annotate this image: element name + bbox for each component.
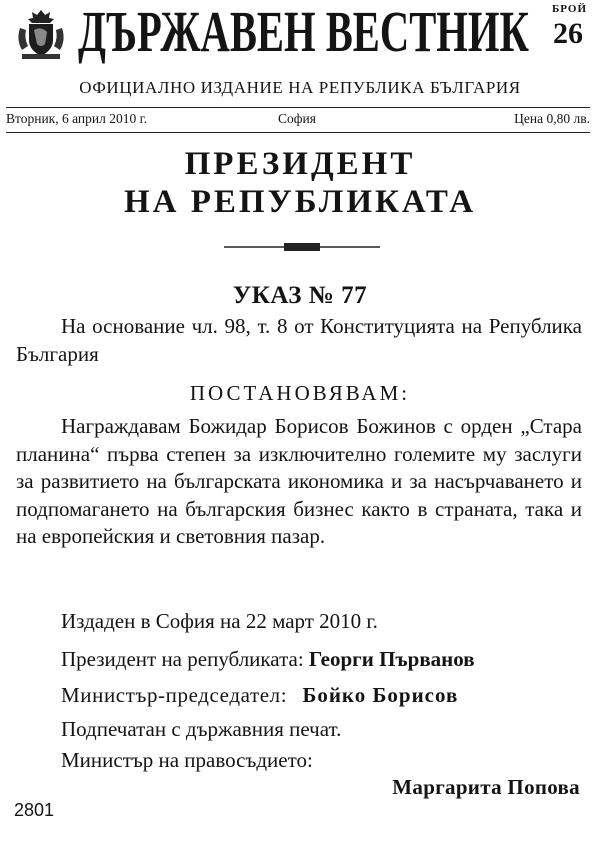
issue-number: 26	[553, 17, 583, 50]
justice-minister-label: Министър на правосъдието:	[61, 748, 313, 772]
seal-note: Подпечатан с държавния печат.	[61, 717, 342, 741]
decree-ordain: ПОСТАНОВЯВАМ:	[189, 381, 411, 405]
document-number: 2801	[14, 800, 55, 820]
decree-issued: Издаден в София на 22 март 2010 г.	[61, 609, 378, 633]
president-label: Президент на републиката:	[61, 647, 304, 671]
pm-label: Министър-председател:	[61, 683, 288, 707]
decree-text: Награждавам Божидар Борисов Божинов с орден „Стара планина“ първа степен за изключително големите му заслуги за развитието на българската икономика и за насърчаването и подпомагането на българския бизнес както в страната, така и на европейския и световния пазар.	[16, 414, 582, 548]
issue-price: Цена 0,80 лв.	[514, 111, 590, 126]
issue-city: София	[278, 111, 316, 126]
gazette-title: ДЪРЖАВЕН ВЕСТНИК	[78, 0, 529, 64]
section-title-line1: ПРЕЗИДЕНТ	[184, 146, 416, 182]
coat-of-arms-icon	[12, 6, 70, 62]
section-title-line2: НА РЕПУБЛИКАТА	[123, 184, 477, 220]
decree-basis: На основание чл. 98, т. 8 от Конституцията на Република България	[16, 314, 582, 366]
issue-label: БРОЙ	[552, 3, 588, 15]
issue-meta-row	[6, 111, 590, 129]
ornament-divider	[224, 242, 380, 252]
president-name: Георги Първанов	[308, 647, 475, 671]
issue-date: Вторник, 6 април 2010 г.	[6, 111, 147, 126]
president-signature-line	[61, 646, 475, 673]
pm-name: Бойко Борисов	[302, 683, 459, 707]
pm-signature-line	[61, 682, 458, 709]
divider-top	[6, 107, 590, 108]
gazette-subtitle: ОФИЦИАЛНО ИЗДАНИЕ НА РЕПУБЛИКА БЪЛГАРИЯ	[79, 78, 521, 97]
decree-title: УКАЗ № 77	[232, 282, 368, 309]
justice-minister-name: Маргарита Попова	[392, 775, 580, 799]
divider-bottom	[6, 132, 590, 133]
